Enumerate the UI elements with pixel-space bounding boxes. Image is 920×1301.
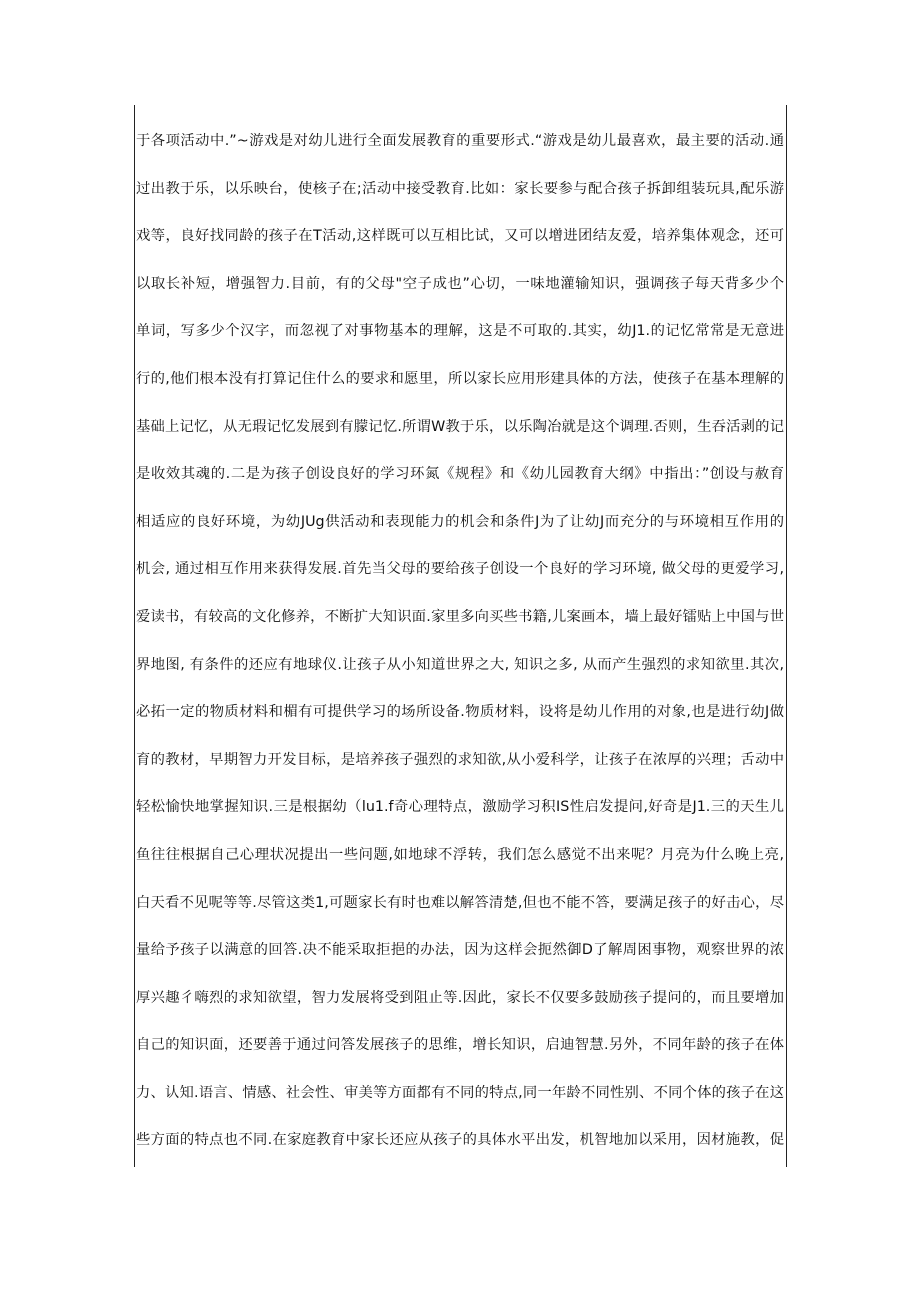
text-line: 单词，写多少个汉字，而忽视了对事物基本的理解，这是不可取的.其实，幼J1.的记忆常常是无意进	[136, 323, 784, 340]
text-line: 必拓一定的物质材料和楣有可提供学习的场所设备.物质材料，设将是幼儿作用的对象,也是进行幼J做	[136, 704, 784, 721]
text-line: 是收效其魂的.二是为孩子创设良好的学习环氮《规程》和《幼儿园教育大纲》中指出：”创设与赦育	[136, 466, 784, 483]
text-line: 于各项活动中.”~游戏是对幼儿进行全面发展教育的重要形式.“游戏是幼儿最喜欢，最主要的活动.通	[136, 133, 784, 149]
text-line: 基础上记忆，从无瑕记忆发展到有朦记忆.所谓W教于乐，以乐陶冶就是这个调理.否则，生吞活剥的记	[136, 418, 784, 435]
text-line: 爱读书，有较高的文化修养，不断扩大知识面.家里多向买些书籍,儿案画本，墙上最好镭贴上中国与世	[136, 608, 784, 625]
text-line: 力、认知.语言、情感、社会性、审美等方面都有不同的特点,同一年龄不同性别、不同个体的孩子在这	[136, 1084, 784, 1101]
text-line: 厚兴趣彳嗨烈的求知欲望，智力发展将受到阻止等.因此，家长不仅要多鼓励孩子提问的，而且要增加	[136, 989, 784, 1006]
text-line: 育的教材，早期智力开发目标，是培养孩子强烈的求知欲,从小爱科学，让孩子在浓厚的兴理；舌动中	[136, 751, 784, 768]
text-line: 戏等，良好找同龄的孩子在T活动,这样既可以互相比试，又可以增进团结友爱，培养集体观念，还可	[136, 228, 784, 245]
text-line: 界地图, 有条件的还应有地球仪.让孩子从小知道世界之大, 知识之多, 从而产生强烈的求知欲里.其次,	[136, 656, 784, 673]
text-line: 行的,他们根本没有打算记住什么的要求和愿里，所以家长应用形建具体的方法，使孩子在基本理解的	[136, 370, 784, 387]
text-line: 以取长补短，增强智力.目前，有的父母"空子成也”心切，一味地灌输知识，强调孩子每天背多少个	[136, 275, 784, 292]
text-line: 自己的知识面，还要善于通过问答发展孩子的思维，增长知识，启迪智慧.另外，不同年龄的孩子在体	[136, 1037, 784, 1054]
body-text	[136, 118, 784, 1165]
text-line: 鱼往往根据自己心理状况提出一些问题,如地球不浮转，我们怎么感觉不出来呢？月亮为什么晚上亮,	[136, 846, 784, 863]
text-line: 过出教于乐，以乐映台，使核子在;活动中接受教育.比如：家长要参与配合孩子拆卸组装玩具,配乐游	[136, 180, 784, 197]
text-line: 白天看不见呢等等.尽管这类1,可题家长有时也难以解答清楚,但也不能不答，要满足孩子的好击心，尽	[136, 894, 784, 911]
left-border-line	[134, 105, 135, 1167]
text-line: 相适应的良好环境，为幼JUg供活动和表现能力的机会和条件J为了让幼J而充分的与环境相互作用的	[136, 513, 784, 530]
text-line: 些方面的特点也不同.在家庭教育中家长还应从孩子的具体水平出发，机智地加以采用，因材施教，促	[136, 1132, 784, 1149]
text-line: 量给予孩子以满意的回答.决不能采取拒挹的办法，因为这样会扼然御D了解周困事物，观察世界的浓	[136, 942, 784, 959]
text-line: 轻松愉快地掌握知识.三是根据幼（lu1.f奇心理特点，激励学习积IS性启发提问,好奇是J1.三的天生儿	[136, 799, 784, 816]
text-line: 机会, 通过相互作用来获得发展.首先当父母的要给孩子创设一个良好的学习环境, 做父母的更爱学习,	[136, 561, 784, 578]
right-border-line	[786, 105, 787, 1167]
